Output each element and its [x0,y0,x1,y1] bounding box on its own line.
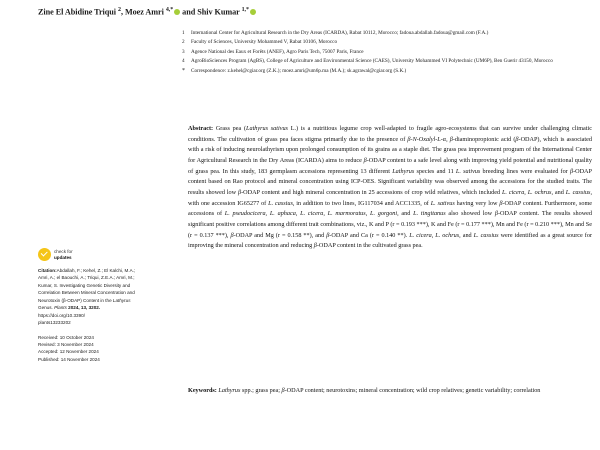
citation-volume: 2024, 13, 3202. [66,305,101,311]
check-for-updates-line2: updates [54,254,72,260]
date-received: Received: 10 October 2024 [38,334,94,340]
author-triqui: Zine El Abidine Triqui [38,7,118,17]
check-for-updates-badge[interactable] [38,248,142,261]
affiliation-text: Agence National des Eaux et Forêts (ANEF), Agro Paris Tech, 75007 Paris, France [191,48,364,55]
affiliation-text: AgroBioSciences Program (AgBS), College of Agriculture and Environmental Science (CAES), University Mohammed VI Polytechnic (UM6P), Ben Guerir 43150, Morocco [191,58,553,65]
check-for-updates-label [54,249,73,260]
sidebar [38,248,142,363]
checkmark-icon [38,248,51,261]
date-published: Published: 14 November 2024 [38,356,100,362]
affiliations-list [0,29,600,76]
keywords-body: Lathyrus spp.; grass pea; β-ODAP content; neurotoxins; mineral concentration; wild crop relatives; genetic variability; correlation [218,387,541,394]
affiliation-number: 4 [182,58,185,65]
affiliation-row [182,29,594,38]
citation-text: Abdallah, F.; Kehel, Z.; El Kalchi, M.A.; Amri, A.; el Baouchi, A.; Triqui, Z.E.A.; Amri, M.; Kumar, S. Investigating Genetic Diversity and Correlation Between Mineral Concentration and Neurotoxin (β-ODAP) Content in the [38,268,136,303]
affiliation-text: Faculty of Sciences, University Mohammed V, Rabat 10106, Morocco [191,39,338,46]
publication-dates [38,334,142,364]
author-triqui-affiliation-marker: 2 [118,7,121,13]
abstract-body: Grass pea (Lathyrus sativus L.) is a nutritious legume crop well-adapted to fragile agro-ecosystems that can survive under challenging climatic conditions. The cultivation of grass pea faces stigma primarily due to the presence of β-N-Oxalyl-L-α, β-diaminopropionic acid (β-ODAP), which is associated with a risk of inducing neurolathyrism upon prolonged consumption of its grains as a staple diet. The grass pea improvement program of the International Center for Agricultural Research in the Dry Areas (ICARDA) aims to reduce β-ODAP content to a safe level along with improving yield potential and nutritional quality of grass pea. In this study, 183 germplasm accessions representing 13 different Lathyrus species and 11 L. sativus breeding lines were evaluated for β-ODAP content based on Rao protocol and mineral concentration using ICP-OES. Significant variability was observed among the accessions for the studied traits. The results showed low β-ODAP content and high mineral concentration in 25 accessions of crop wild relatives, which included L. cicera, L. ochrus, and L. cassius, with one accession IG65277 of L. cassius, in addition to two lines, IG117034 and ACC1335, of L. sativus having very low β-ODAP content. Furthermore, some accessions of L. pseudocicera, L. aphaca, L. cicera, L. marmoratus, L. gorgoni, and L. tingitanus also showed low β-ODAP content. The results showed significant positive correlations among different trait combinations, viz., K and P (r = 0.193 ***), K and Fe (r = 0.177 ***), Mn and Fe (r = 0.210 ***), Mn and Se (r = 0.137 ***), β-ODAP and Mg (r = 0.158 **), and β-ODAP and Ca (r = 0.140 **). L. cicera, L. ochrus, and L. cassius were identified as a great source for improving the mineral concentration and reducing β-ODAP content in the cultivated grass pea. [188,125,593,250]
author-kumar-affiliation-marker: 1,* [241,7,249,13]
author-amri-affiliation-marker: 4,* [165,7,174,13]
citation-genus-italic: Lathyrus [112,297,131,303]
abstract-section [188,124,592,252]
affiliation-number: 3 [182,48,185,55]
correspondence-row [182,67,594,76]
abstract-label: Abstract: [188,125,214,132]
doi-link-line1[interactable]: https://doi.org/10.3390/ [38,312,85,318]
check-for-updates-line1: check for [54,248,73,254]
keywords-section [188,386,592,397]
author-kumar: Shiv Kumar [197,7,242,17]
date-accepted: Accepted: 12 November 2024 [38,349,99,355]
citation-tail: Genus. [38,305,55,311]
citation-block [38,267,142,327]
correspondence-marker: * [182,67,185,74]
affiliation-number: 2 [182,39,185,46]
author-amri: Moez Amri [124,7,166,17]
author-separator-2: and [180,7,198,17]
doi-link-line2[interactable]: plants13233202 [38,320,71,326]
date-revised: Revised: 3 November 2024 [38,341,94,347]
affiliation-row [182,48,594,57]
author-line [0,4,600,18]
correspondence-text[interactable]: Correspondence: z.kehel@cgiar.org (Z.K.); moez.amri@um6p.ma (M.A.); sk.agrawal@cgiar.org (S.K.) [191,67,407,74]
affiliation-row [182,38,594,47]
affiliation-row [182,57,594,66]
author-separator-1: , [120,7,125,17]
affiliation-number: 1 [182,29,185,36]
citation-journal-name: Plants [54,305,67,311]
citation-label: Citation: [38,268,57,273]
orcid-icon[interactable] [250,9,256,15]
keywords-label: Keywords: [188,387,217,394]
affiliation-text: International Center for Agricultural Research in the Dry Areas (ICARDA), Rabat 10112, Morocco; fadoua.abdallah.fadoua@gmail.com (F.A.) [191,29,489,36]
